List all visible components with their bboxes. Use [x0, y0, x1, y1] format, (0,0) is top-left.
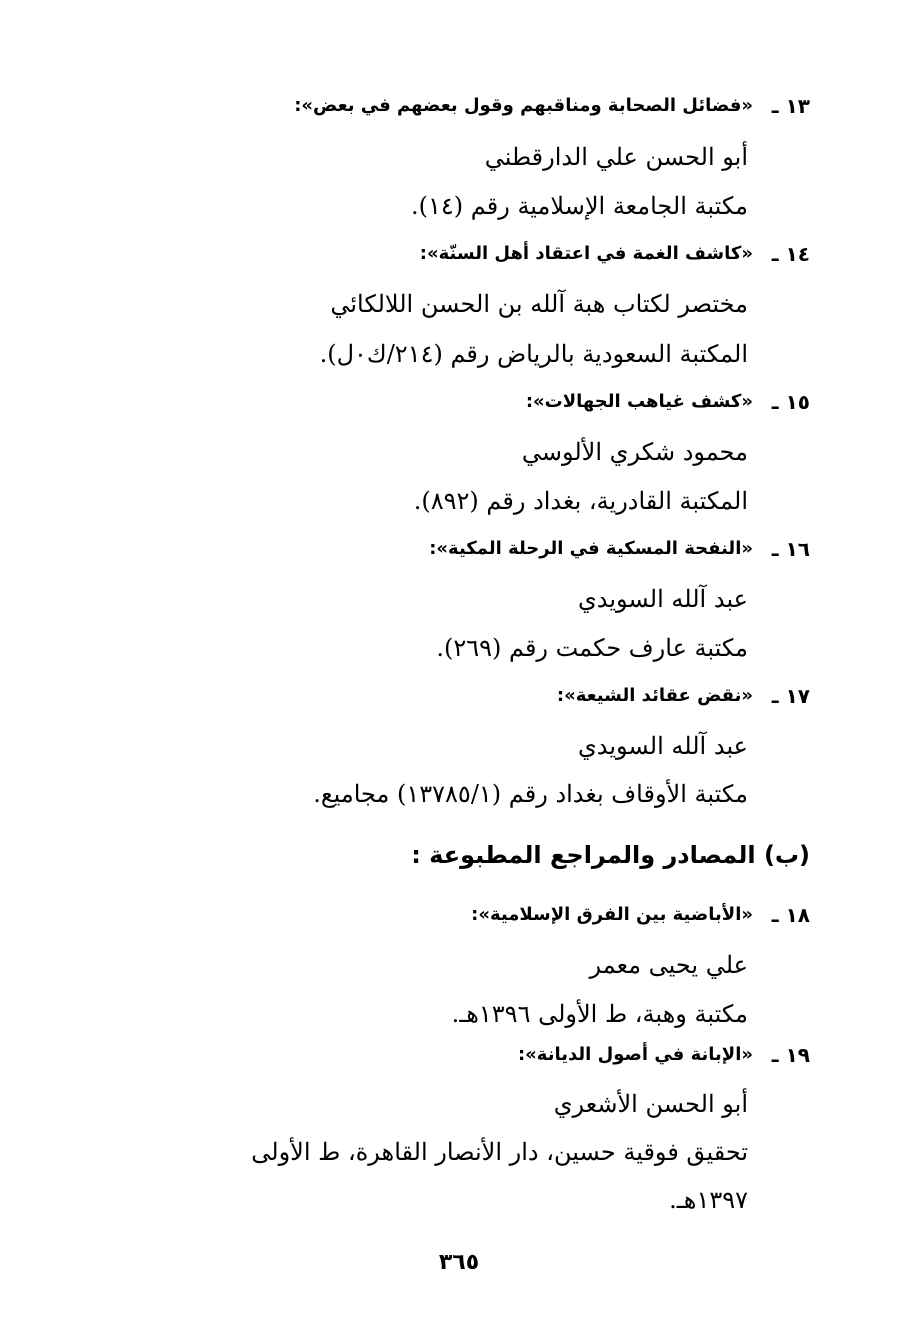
entry-author: عبد آلله السويدي	[577, 585, 748, 613]
entry-source-continued: ١٣٩٧هـ.	[669, 1186, 748, 1214]
entry-title: «النفحة المسكية في الرحلة المكية»:	[429, 538, 753, 559]
entry-source: مكتبة الأوقاف بغداد رقم (١٣٧٨٥/١) مجاميع.	[313, 780, 748, 808]
entry-source: المكتبة السعودية بالرياض رقم (٢١٤/ك٠ل).	[319, 340, 748, 368]
entry-author: عبد آلله السويدي	[577, 732, 748, 760]
entry-title: «الأباضية بين الفرق الإسلامية»:	[471, 904, 753, 925]
section-heading: (ب) المصادر والمراجع المطبوعة :	[411, 841, 810, 869]
page-number: ٣٦٥	[438, 1250, 480, 1275]
entry-number: ١٥ ـ	[771, 390, 810, 414]
entry-source: المكتبة القادرية، بغداد رقم (٨٩٢).	[413, 487, 748, 515]
entry-title: «نقض عقائد الشيعة»:	[556, 685, 753, 706]
entry-author: أبو الحسن علي الدارقطني	[484, 143, 748, 171]
entry-number: ١٨ ـ	[771, 903, 810, 927]
entry-title: «فضائل الصحابة ومناقبهم وقول بعضهم في بعض»:	[294, 95, 753, 116]
entry-author: مختصر لكتاب هبة آلله بن الحسن اللالكائي	[330, 290, 748, 318]
entry-source: تحقيق فوقية حسين، دار الأنصار القاهرة، ط الأولى	[251, 1138, 748, 1166]
entry-number: ١٣ ـ	[771, 94, 810, 118]
entry-number: ١٦ ـ	[771, 537, 810, 561]
entry-source: مكتبة الجامعة الإسلامية رقم (١٤).	[411, 192, 748, 220]
entry-author: علي يحيى معمر	[589, 951, 748, 979]
entry-title: «الإبانة في أصول الديانة»:	[517, 1044, 753, 1065]
entry-author: محمود شكري الألوسي	[521, 438, 748, 466]
entry-source: مكتبة وهبة، ط الأولى ١٣٩٦هـ.	[451, 1000, 748, 1028]
entry-number: ١٧ ـ	[771, 684, 810, 708]
entry-source: مكتبة عارف حكمت رقم (٢٦٩).	[436, 634, 748, 662]
entry-number: ١٩ ـ	[771, 1043, 810, 1067]
entry-title: «كشف غياهب الجهالات»:	[525, 391, 753, 412]
entry-author: أبو الحسن الأشعري	[553, 1090, 748, 1118]
entry-number: ١٤ ـ	[771, 242, 810, 266]
entry-title: «كاشف الغمة في اعتقاد أهل السنّة»:	[419, 243, 753, 264]
